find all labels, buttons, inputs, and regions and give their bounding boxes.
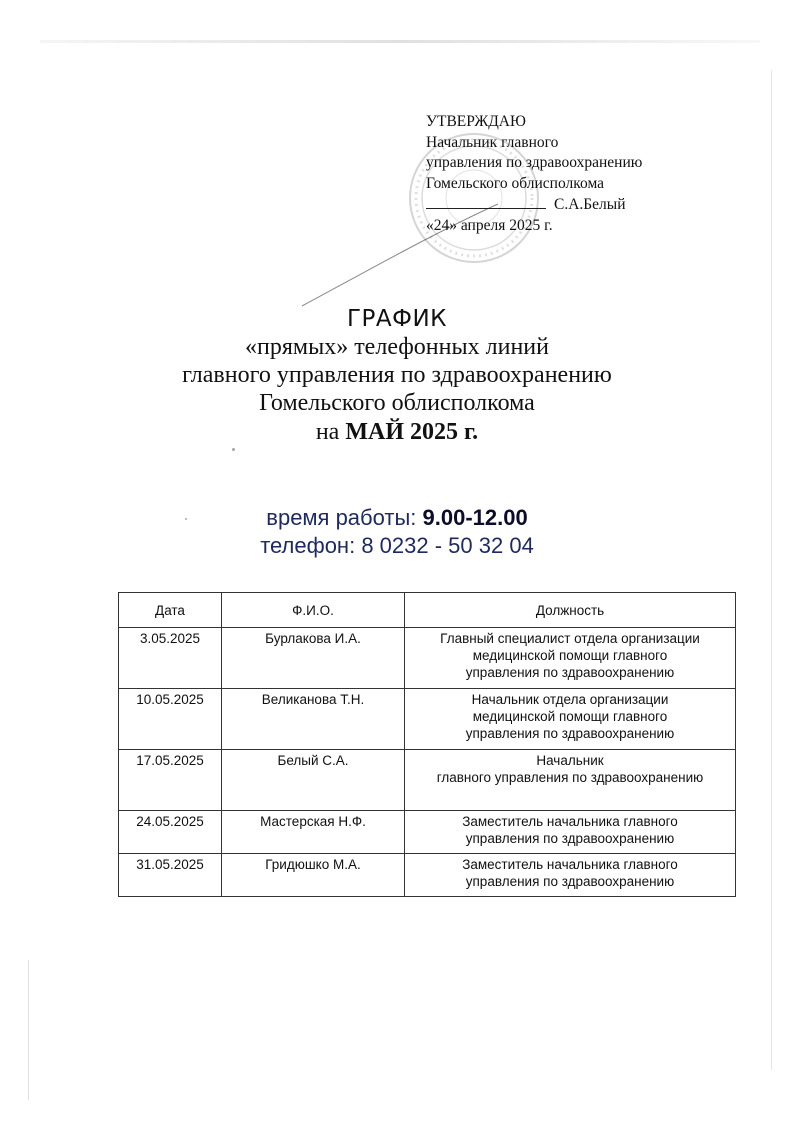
title-main: ГРАФИК bbox=[347, 306, 447, 332]
document-title bbox=[0, 305, 794, 447]
approval-signature-line bbox=[426, 194, 642, 216]
position-line: Начальник bbox=[536, 753, 604, 768]
cell-date: 17.05.2025 bbox=[119, 750, 222, 811]
table-row bbox=[119, 750, 736, 811]
cell-name: Великанова Т.Н. bbox=[222, 689, 405, 750]
title-line3: Гомельского облисполкома bbox=[259, 390, 535, 416]
scan-edge-top bbox=[40, 40, 760, 43]
position-line: управления по здравоохранению bbox=[465, 831, 675, 846]
position-line: управления по здравоохранению bbox=[465, 874, 675, 889]
title-month: МАЙ 2025 г. bbox=[345, 419, 479, 445]
title-line1: «прямых» телефонных линий bbox=[245, 334, 549, 360]
title-month-line bbox=[0, 417, 794, 447]
scan-speck bbox=[185, 518, 187, 520]
cell-position bbox=[405, 750, 736, 811]
position-line: главного управления по здравоохранению bbox=[436, 770, 704, 785]
position-line: медицинской помощи главного bbox=[472, 709, 668, 724]
work-hours-line bbox=[0, 504, 794, 532]
cell-name: Бурлакова И.А. bbox=[222, 628, 405, 689]
cell-name: Мастерская Н.Ф. bbox=[222, 811, 405, 854]
table-row bbox=[119, 628, 736, 689]
work-info bbox=[0, 504, 794, 560]
cell-date: 10.05.2025 bbox=[119, 689, 222, 750]
approval-position-line1: Начальник главного bbox=[426, 133, 559, 151]
table-header-row bbox=[119, 593, 736, 628]
work-phone-line bbox=[0, 532, 794, 560]
approval-heading: УТВЕРЖДАЮ bbox=[426, 113, 526, 130]
header-position: Должность bbox=[405, 593, 736, 628]
approval-position-line2: управления по здравоохранению bbox=[426, 154, 643, 171]
position-line: управления по здравоохранению bbox=[465, 726, 675, 741]
work-phone-label: телефон: bbox=[260, 533, 356, 558]
position-line: Заместитель начальника главного bbox=[462, 814, 678, 829]
title-line2: главного управления по здравоохранению bbox=[182, 362, 612, 388]
table-row bbox=[119, 854, 736, 897]
header-name: Ф.И.О. bbox=[222, 593, 405, 628]
position-line: управления по здравоохранению bbox=[465, 665, 675, 680]
cell-position bbox=[405, 689, 736, 750]
cell-date: 31.05.2025 bbox=[119, 854, 222, 897]
table-row bbox=[119, 811, 736, 854]
cell-date: 3.05.2025 bbox=[119, 628, 222, 689]
header-date: Дата bbox=[119, 593, 222, 628]
scan-edge-left bbox=[28, 960, 29, 1100]
scan-edge-right bbox=[771, 70, 772, 1070]
work-hours-label: время работы: bbox=[266, 505, 417, 530]
approval-block bbox=[426, 112, 642, 236]
cell-name: Белый С.А. bbox=[222, 750, 405, 811]
cell-position bbox=[405, 854, 736, 897]
work-hours: 9.00-12.00 bbox=[422, 505, 528, 530]
approval-signer: С.А.Белый bbox=[554, 196, 626, 213]
schedule-table bbox=[118, 592, 736, 897]
scan-speck bbox=[232, 448, 235, 451]
cell-name: Гридюшко М.А. bbox=[222, 854, 405, 897]
signature-underline bbox=[426, 194, 546, 209]
position-line: медицинской помощи главного bbox=[472, 648, 668, 663]
cell-position bbox=[405, 628, 736, 689]
title-month-prefix: на bbox=[315, 419, 340, 445]
cell-date: 24.05.2025 bbox=[119, 811, 222, 854]
table-row bbox=[119, 689, 736, 750]
work-phone: 8 0232 - 50 32 04 bbox=[361, 533, 534, 558]
position-line: Начальник отдела организации bbox=[471, 692, 669, 707]
position-line: Заместитель начальника главного bbox=[462, 857, 678, 872]
cell-position bbox=[405, 811, 736, 854]
position-line: Главный специалист отдела организации bbox=[440, 631, 700, 646]
approval-date: «24» апреля 2025 г. bbox=[426, 216, 553, 234]
approval-position-line3: Гомельского облисполкома bbox=[426, 174, 605, 192]
